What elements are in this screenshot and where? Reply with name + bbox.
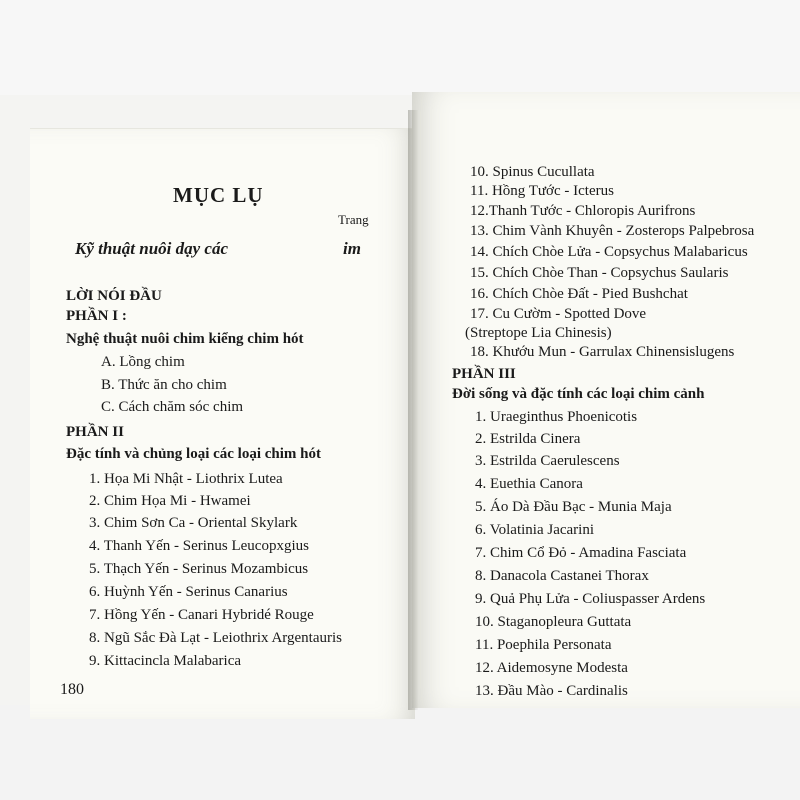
toc-entry: 3. Chim Sơn Ca - Oriental Skylark xyxy=(89,515,298,531)
toc-entry: 4. Thanh Yến - Serinus Leucopxgius xyxy=(89,538,309,554)
toc-entry: 1. Uraeginthus Phoenicotis xyxy=(475,409,638,425)
toc-entry: 7. Hồng Yến - Canari Hybridé Rouge xyxy=(89,607,314,623)
toc-entry: B. Thức ăn cho chim xyxy=(101,377,227,393)
toc-entry: 18. Khướu Mun - Garrulax Chinensislugens xyxy=(470,344,735,360)
part2-heading: PHẦN II xyxy=(66,424,124,440)
toc-entry: 3. Estrilda Caerulescens xyxy=(475,453,620,469)
toc-entry: 1. Họa Mi Nhật - Liothrix Lutea xyxy=(89,471,283,487)
toc-entry: A. Lồng chim xyxy=(101,354,185,370)
toc-entry: 13. Đầu Mào - Cardinalis xyxy=(475,683,628,699)
toc-entry: 15. Chích Chòe Than - Copsychus Saularis xyxy=(470,265,729,281)
background-top xyxy=(0,0,800,95)
toc-entry: (Streptope Lia Chinesis) xyxy=(465,325,612,341)
toc-entry: 7. Chim Cổ Đỏ - Amadina Fasciata xyxy=(475,545,687,561)
book-subtitle-tail: im xyxy=(343,239,361,258)
toc-entry: 11. Hồng Tước - Icterus xyxy=(470,183,614,199)
toc-entry: 9. Kittacincla Malabarica xyxy=(89,653,242,669)
toc-entry: 4. Euethia Canora xyxy=(475,476,583,492)
toc-entry: 8. Danacola Castanei Thorax xyxy=(475,568,649,584)
toc-entry: 2. Chim Họa Mi - Hwamei xyxy=(89,493,251,509)
toc-title: MỤC LỤ xyxy=(173,183,264,207)
toc-entry: 5. Áo Dà Đầu Bạc - Munia Maja xyxy=(475,499,672,515)
part2-title: Đặc tính và chủng loại các loại chim hót xyxy=(66,446,322,462)
part1-heading: PHẦN I : xyxy=(66,308,127,324)
toc-entry: 5. Thạch Yến - Serinus Mozambicus xyxy=(89,561,309,577)
toc-entry: C. Cách chăm sóc chim xyxy=(101,399,244,415)
toc-entry: 6. Huỳnh Yến - Serinus Canarius xyxy=(89,584,288,600)
book-gutter xyxy=(408,110,418,710)
toc-entry: 2. Estrilda Cinera xyxy=(475,431,581,447)
part3-title: Đời sống và đặc tính các loại chim cảnh xyxy=(452,386,705,402)
toc-entry: 11. Poephila Personata xyxy=(475,637,612,653)
toc-entry: 9. Quả Phụ Lửa - Coliuspasser Ardens xyxy=(475,591,706,607)
toc-entry: 12.Thanh Tước - Chloropis Aurifrons xyxy=(470,203,696,219)
toc-entry: 12. Aidemosyne Modesta xyxy=(475,660,628,676)
book-subtitle: Kỹ thuật nuôi dạy các xyxy=(75,239,229,258)
toc-entry: 8. Ngũ Sắc Đà Lạt - Leiothrix Argentauris xyxy=(89,630,342,646)
part1-title: Nghệ thuật nuôi chim kiểng chim hót xyxy=(66,331,304,347)
preface-heading: LỜI NÓI ĐẦU xyxy=(66,288,162,304)
toc-entry: 10. Spinus Cucullata xyxy=(470,164,595,180)
toc-entry: 17. Cu Cườm - Spotted Dove xyxy=(470,306,647,322)
background-bottom xyxy=(0,705,800,800)
page-column-label: Trang xyxy=(338,212,369,227)
part3-heading: PHẦN III xyxy=(452,366,516,382)
toc-entry: 13. Chim Vành Khuyên - Zosterops Palpebrosa xyxy=(470,223,755,239)
toc-entry: 6. Volatinia Jacarini xyxy=(475,522,595,538)
page-number: 180 xyxy=(60,681,84,698)
toc-entry: 10. Staganopleura Guttata xyxy=(475,614,632,630)
toc-entry: 16. Chích Chòe Đất - Pied Bushchat xyxy=(470,286,688,302)
toc-entry: 14. Chích Chòe Lửa - Copsychus Malabaricus xyxy=(470,244,748,260)
